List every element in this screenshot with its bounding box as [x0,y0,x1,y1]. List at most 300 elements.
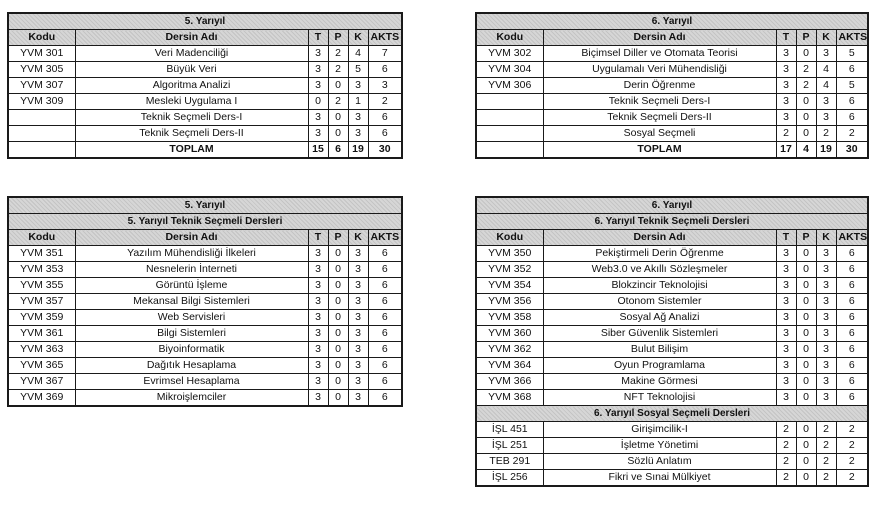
course-code: YVM 309 [8,94,75,110]
course-p: 0 [328,342,348,358]
header-row [8,30,402,46]
course-code: İŞL 451 [476,422,543,438]
table-row [476,358,868,374]
header-t: T [776,30,796,46]
header-akts: AKTS [836,30,868,46]
course-t: 2 [776,422,796,438]
course-code: YVM 354 [476,278,543,294]
table-row [476,438,868,454]
header-akts: AKTS [368,30,402,46]
course-code: YVM 356 [476,294,543,310]
table-row [476,78,868,94]
course-t: 3 [308,326,328,342]
course-t: 3 [776,110,796,126]
table-subtitle: 6. Yarıyıl Teknik Seçmeli Dersleri [476,214,868,230]
course-name: Mekansal Bilgi Sistemleri [75,294,308,310]
course-k: 3 [816,110,836,126]
header-t: T [776,230,796,246]
course-t: 3 [776,358,796,374]
course-p: 0 [796,310,816,326]
course-k: 3 [348,246,368,262]
course-name: Sözlü Anlatım [543,454,776,470]
course-code: TEB 291 [476,454,543,470]
course-code: YVM 360 [476,326,543,342]
course-akts: 6 [368,246,402,262]
course-name: Teknik Seçmeli Ders-I [75,110,308,126]
course-k: 3 [816,390,836,406]
course-k: 2 [816,454,836,470]
course-akts: 6 [368,278,402,294]
header-code: Kodu [476,30,543,46]
table-row [476,390,868,406]
course-code: YVM 364 [476,358,543,374]
course-code: YVM 366 [476,374,543,390]
course-name: Teknik Seçmeli Ders-I [543,94,776,110]
table-title: 6. Yarıyıl [476,197,868,214]
course-name: Büyük Veri [75,62,308,78]
table-row [476,246,868,262]
course-akts: 6 [836,110,868,126]
course-p: 0 [328,358,348,374]
course-t: 3 [308,278,328,294]
course-t: 3 [776,374,796,390]
course-name: Bilgi Sistemleri [75,326,308,342]
table-row [8,110,402,126]
course-t: 3 [776,246,796,262]
course-code: YVM 301 [8,46,75,62]
course-akts: 2 [836,438,868,454]
course-p: 0 [328,110,348,126]
course-k: 5 [348,62,368,78]
course-akts: 2 [836,126,868,142]
course-name: Görüntü İşleme [75,278,308,294]
course-name: Web Servisleri [75,310,308,326]
course-k: 3 [348,278,368,294]
course-code: YVM 307 [8,78,75,94]
table-row [476,374,868,390]
course-akts: 2 [836,454,868,470]
course-akts: 6 [836,94,868,110]
course-p: 0 [796,278,816,294]
course-t: 2 [776,438,796,454]
course-p: 0 [796,390,816,406]
course-p: 0 [796,46,816,62]
course-akts: 5 [836,46,868,62]
course-code: YVM 302 [476,46,543,62]
header-code: Kodu [8,30,75,46]
course-name: Algoritma Analizi [75,78,308,94]
course-akts: 2 [836,422,868,438]
course-akts: 6 [368,262,402,278]
course-code: YVM 304 [476,62,543,78]
course-p: 0 [796,470,816,487]
course-k: 3 [348,110,368,126]
table-row [476,46,868,62]
course-t: 3 [308,246,328,262]
course-k: 3 [348,326,368,342]
course-code: YVM 305 [8,62,75,78]
course-t: 3 [308,310,328,326]
table-row [8,358,402,374]
course-name: Derin Öğrenme [543,78,776,94]
total-row [8,142,402,159]
course-k: 3 [348,78,368,94]
header-t: T [308,30,328,46]
course-name: Sosyal Ağ Analizi [543,310,776,326]
course-name: Siber Güvenlik Sistemleri [543,326,776,342]
course-k: 4 [816,62,836,78]
course-k: 4 [348,46,368,62]
course-p: 2 [328,46,348,62]
course-akts: 6 [836,278,868,294]
course-k: 3 [348,390,368,407]
semester-5-table [7,12,403,159]
total-akts: 30 [836,142,868,159]
course-p: 0 [796,358,816,374]
course-k: 2 [816,438,836,454]
course-t: 3 [308,110,328,126]
course-k: 3 [348,342,368,358]
course-t: 0 [308,94,328,110]
course-t: 3 [308,342,328,358]
course-code: YVM 357 [8,294,75,310]
course-k: 3 [816,94,836,110]
course-akts: 7 [368,46,402,62]
course-k: 3 [348,310,368,326]
course-code: YVM 361 [8,326,75,342]
table-row [8,342,402,358]
course-t: 3 [776,94,796,110]
course-k: 3 [816,310,836,326]
course-k: 3 [348,126,368,142]
header-row [476,30,868,46]
course-p: 0 [328,390,348,407]
total-k: 19 [816,142,836,159]
course-t: 3 [776,262,796,278]
course-p: 0 [328,246,348,262]
course-akts: 2 [836,470,868,487]
course-p: 0 [328,262,348,278]
total-row [476,142,868,159]
course-p: 0 [796,454,816,470]
course-name: Biçimsel Diller ve Otomata Teorisi [543,46,776,62]
course-code: YVM 306 [476,78,543,94]
course-k: 3 [816,46,836,62]
course-name: NFT Teknolojisi [543,390,776,406]
course-akts: 6 [836,310,868,326]
course-k: 1 [348,94,368,110]
course-code [8,110,75,126]
table-row [476,294,868,310]
course-t: 3 [308,126,328,142]
course-code: YVM 352 [476,262,543,278]
semester-6-table [475,12,869,159]
course-t: 3 [776,278,796,294]
semester-5-electives-table [7,196,403,407]
course-code [8,126,75,142]
total-label: TOPLAM [543,142,776,159]
course-k: 3 [348,294,368,310]
course-p: 0 [796,326,816,342]
course-akts: 6 [836,326,868,342]
semester-6-electives-table [475,196,869,487]
course-name: Uygulamalı Veri Mühendisliği [543,62,776,78]
table-row [476,470,868,487]
course-name: Biyoinformatik [75,342,308,358]
course-p: 0 [328,374,348,390]
course-code: YVM 351 [8,246,75,262]
table-row [476,62,868,78]
course-p: 0 [796,94,816,110]
course-name: Nesnelerin İnterneti [75,262,308,278]
table-row [476,342,868,358]
course-name: Teknik Seçmeli Ders-II [75,126,308,142]
course-code [476,110,543,126]
course-p: 0 [328,326,348,342]
course-p: 0 [328,294,348,310]
header-k: K [816,30,836,46]
table-row [8,126,402,142]
table-row [8,46,402,62]
course-code: YVM 363 [8,342,75,358]
course-k: 3 [348,374,368,390]
total-t: 15 [308,142,328,159]
course-code [476,94,543,110]
course-name: Sosyal Seçmeli [543,126,776,142]
table-row [476,422,868,438]
header-row [8,230,402,246]
course-t: 3 [776,342,796,358]
course-t: 3 [776,390,796,406]
table-title: 6. Yarıyıl [476,13,868,30]
course-name: Mesleki Uygulama I [75,94,308,110]
course-akts: 6 [368,342,402,358]
header-akts: AKTS [836,230,868,246]
course-p: 0 [796,262,816,278]
course-t: 3 [776,46,796,62]
course-code [476,126,543,142]
course-name: Oyun Programlama [543,358,776,374]
table-row [476,326,868,342]
course-k: 3 [816,278,836,294]
course-t: 3 [308,46,328,62]
social-subtitle: 6. Yarıyıl Sosyal Seçmeli Dersleri [476,406,868,422]
course-p: 0 [796,422,816,438]
course-t: 3 [308,390,328,407]
table-row [8,94,402,110]
course-code: YVM 367 [8,374,75,390]
course-k: 3 [348,262,368,278]
course-p: 0 [796,438,816,454]
table-row [8,294,402,310]
table-row [8,278,402,294]
course-k: 2 [816,470,836,487]
course-akts: 6 [368,62,402,78]
table-row [8,246,402,262]
table-row [8,62,402,78]
course-k: 3 [816,374,836,390]
course-t: 3 [308,62,328,78]
header-p: P [328,230,348,246]
course-code: YVM 358 [476,310,543,326]
header-name: Dersin Adı [75,230,308,246]
header-p: P [796,30,816,46]
course-p: 0 [796,342,816,358]
course-t: 2 [776,470,796,487]
total-p: 4 [796,142,816,159]
course-code: YVM 359 [8,310,75,326]
course-t: 3 [308,262,328,278]
course-p: 2 [328,94,348,110]
course-akts: 6 [368,126,402,142]
header-p: P [328,30,348,46]
total-label: TOPLAM [75,142,308,159]
course-code: YVM 369 [8,390,75,407]
table-row [8,390,402,407]
total-p: 6 [328,142,348,159]
course-t: 3 [776,78,796,94]
course-p: 0 [796,294,816,310]
course-p: 0 [328,310,348,326]
course-name: Otonom Sistemler [543,294,776,310]
course-p: 0 [328,126,348,142]
course-akts: 6 [836,342,868,358]
table-row [8,374,402,390]
course-akts: 6 [368,294,402,310]
course-akts: 6 [836,262,868,278]
table-row [476,262,868,278]
header-name: Dersin Adı [75,30,308,46]
header-t: T [308,230,328,246]
header-k: K [348,30,368,46]
course-k: 2 [816,422,836,438]
course-akts: 6 [368,374,402,390]
header-p: P [796,230,816,246]
table-row [8,262,402,278]
course-p: 0 [796,374,816,390]
course-akts: 6 [836,390,868,406]
course-t: 3 [776,294,796,310]
course-k: 3 [816,262,836,278]
course-name: İşletme Yönetimi [543,438,776,454]
header-name: Dersin Adı [543,30,776,46]
course-code: İŞL 256 [476,470,543,487]
table-row [476,278,868,294]
course-k: 3 [348,358,368,374]
course-name: Mikroişlemciler [75,390,308,407]
table-row [476,126,868,142]
course-t: 3 [776,62,796,78]
total-t: 17 [776,142,796,159]
course-code: YVM 365 [8,358,75,374]
course-code: YVM 368 [476,390,543,406]
course-name: Makine Görmesi [543,374,776,390]
course-akts: 6 [836,246,868,262]
course-p: 2 [796,62,816,78]
course-akts: 6 [836,62,868,78]
course-p: 0 [796,110,816,126]
course-t: 3 [308,358,328,374]
header-k: K [816,230,836,246]
course-name: Teknik Seçmeli Ders-II [543,110,776,126]
course-code: İŞL 251 [476,438,543,454]
course-t: 2 [776,126,796,142]
course-name: Evrimsel Hesaplama [75,374,308,390]
course-p: 0 [328,78,348,94]
course-p: 0 [328,278,348,294]
course-k: 4 [816,78,836,94]
course-t: 3 [776,310,796,326]
course-name: Pekiştirmeli Derin Öğrenme [543,246,776,262]
course-k: 3 [816,246,836,262]
header-code: Kodu [8,230,75,246]
course-name: Yazılım Mühendisliği İlkeleri [75,246,308,262]
course-akts: 6 [368,310,402,326]
total-k: 19 [348,142,368,159]
course-akts: 6 [368,358,402,374]
course-name: Girişimcilik-I [543,422,776,438]
course-akts: 6 [368,390,402,407]
course-t: 3 [308,374,328,390]
course-akts: 6 [836,374,868,390]
course-code: YVM 355 [8,278,75,294]
header-name: Dersin Adı [543,230,776,246]
header-code: Kodu [476,230,543,246]
table-row [8,326,402,342]
table-row [8,310,402,326]
course-t: 2 [776,454,796,470]
course-k: 2 [816,126,836,142]
course-akts: 2 [368,94,402,110]
course-akts: 6 [368,110,402,126]
course-akts: 6 [836,358,868,374]
table-row [476,110,868,126]
course-k: 3 [816,326,836,342]
course-akts: 5 [836,78,868,94]
course-p: 2 [328,62,348,78]
course-akts: 3 [368,78,402,94]
course-name: Bulut Bilişim [543,342,776,358]
total-akts: 30 [368,142,402,159]
course-akts: 6 [836,294,868,310]
table-row [476,94,868,110]
course-p: 0 [796,126,816,142]
course-t: 3 [776,326,796,342]
header-row [476,230,868,246]
table-title: 5. Yarıyıl [8,13,402,30]
course-name: Web3.0 ve Akıllı Sözleşmeler [543,262,776,278]
header-k: K [348,230,368,246]
table-subtitle: 5. Yarıyıl Teknik Seçmeli Dersleri [8,214,402,230]
course-t: 3 [308,78,328,94]
course-k: 3 [816,342,836,358]
course-p: 2 [796,78,816,94]
course-k: 3 [816,358,836,374]
course-akts: 6 [368,326,402,342]
table-title: 5. Yarıyıl [8,197,402,214]
course-p: 0 [796,246,816,262]
course-k: 3 [816,294,836,310]
course-name: Blokzincir Teknolojisi [543,278,776,294]
course-code: YVM 362 [476,342,543,358]
course-code: YVM 350 [476,246,543,262]
table-row [476,454,868,470]
course-name: Veri Madenciliği [75,46,308,62]
table-row [476,310,868,326]
course-name: Fikri ve Sınai Mülkiyet [543,470,776,487]
header-akts: AKTS [368,230,402,246]
course-code: YVM 353 [8,262,75,278]
